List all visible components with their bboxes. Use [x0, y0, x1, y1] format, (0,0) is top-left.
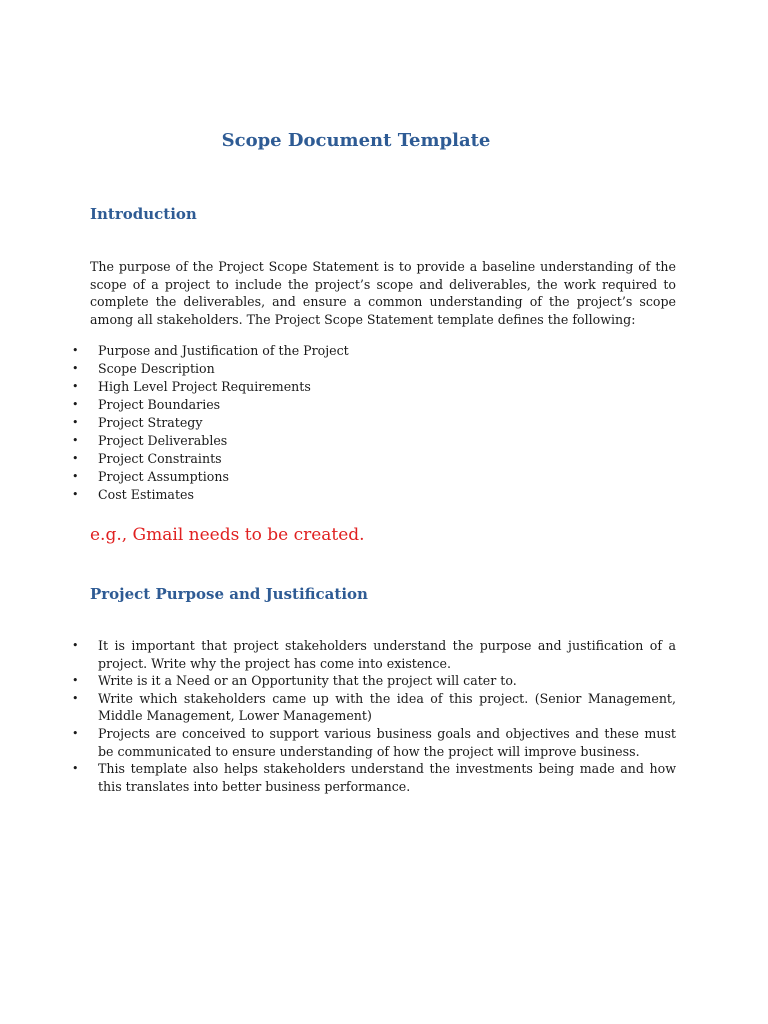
list-item-text: Write which stakeholders came up with the idea of this project. (Senior Management, Middle Management, Lower Management) — [98, 690, 676, 724]
introduction-heading: Introduction — [90, 205, 197, 223]
list-item-text: High Level Project Requirements — [98, 379, 311, 394]
list-item — [72, 396, 676, 414]
list-item-text: Cost Estimates — [98, 487, 194, 502]
bullet-icon: • — [72, 362, 79, 375]
bullet-icon: • — [72, 380, 79, 393]
scope-items-list — [72, 342, 676, 504]
list-item-text: Project Assumptions — [98, 469, 229, 484]
list-item — [72, 637, 676, 672]
list-item — [72, 342, 676, 360]
list-item — [72, 450, 676, 468]
list-item-text: This template also helps stakeholders understand the investments being made and how this translates into better business performance. — [98, 761, 676, 794]
list-item-text: Project Constraints — [98, 451, 222, 466]
list-item — [72, 672, 676, 690]
list-item-text: Project Deliverables — [98, 433, 228, 448]
purpose-heading: Project Purpose and Justification — [90, 585, 368, 603]
list-item — [72, 486, 676, 504]
bullet-icon: • — [72, 762, 79, 776]
list-item-text: Project Strategy — [98, 415, 203, 430]
list-item — [72, 414, 676, 432]
bullet-icon: • — [72, 398, 79, 411]
list-item — [72, 690, 676, 725]
bullet-icon: • — [72, 639, 79, 652]
list-item-text: Projects are conceived to support various business goals and objectives and these must be communicated to ensure understanding of how the project will improve business. — [98, 725, 676, 759]
list-item-text: Project Boundaries — [98, 397, 221, 412]
list-item — [72, 360, 676, 378]
list-item — [72, 760, 676, 795]
example-text: e.g., Gmail needs to be created. — [90, 525, 365, 545]
bullet-icon: • — [72, 470, 79, 483]
list-item — [72, 378, 676, 396]
bullet-icon: • — [72, 434, 79, 447]
bullet-icon: • — [72, 488, 79, 501]
bullet-icon: • — [72, 344, 79, 357]
list-item-text: Write is it a Need or an Opportunity that the project will cater to. — [98, 673, 517, 689]
list-item-text: Purpose and Justification of the Project — [98, 343, 349, 358]
list-item — [72, 468, 676, 486]
document-title: Scope Document Template — [221, 130, 491, 151]
bullet-icon: • — [72, 452, 79, 465]
list-item-text: It is important that project stakeholders understand the purpose and justification of a project. Write why the project has come into existence. — [98, 638, 676, 671]
purpose-items-list — [72, 637, 676, 795]
bullet-icon: • — [72, 726, 79, 740]
introduction-paragraph: The purpose of the Project Scope Statement is to provide a baseline understanding of the scope of a project to include the project’s scope and deliverables, the work required to complete the deliverables, and ensure a common understanding of the project’s scope among all stakeholders. The Project Scope Statement template defines the following: — [90, 259, 676, 327]
list-item — [72, 725, 676, 760]
bullet-icon: • — [72, 674, 79, 688]
bullet-icon: • — [72, 416, 79, 429]
list-item — [72, 432, 676, 450]
list-item-text: Scope Description — [98, 361, 215, 376]
bullet-icon: • — [72, 691, 79, 705]
